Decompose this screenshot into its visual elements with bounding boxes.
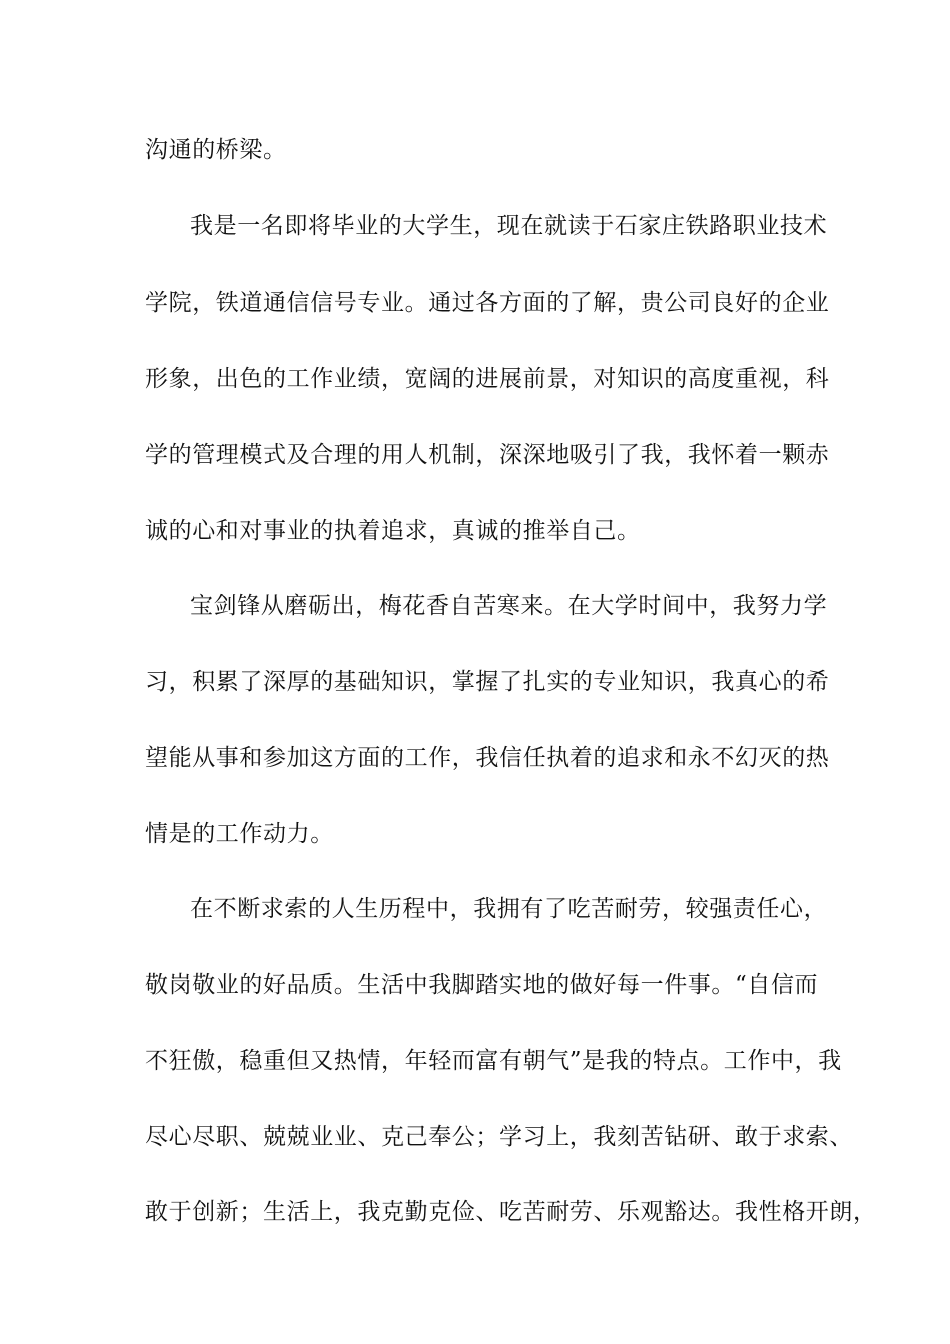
text-line: 尽心尽职、兢兢业业、克己奉公；学习上，我刻苦钻研、敢于求索、 xyxy=(145,1124,853,1150)
text-line: 习，积累了深厚的基础知识，掌握了扎实的专业知识，我真心的希 xyxy=(145,669,830,695)
text-line: 情是的工作动力。 xyxy=(145,821,334,847)
text-line: 不狂傲，稳重但又热情，年轻而富有朝气”是我的特点。工作中，我 xyxy=(145,1048,842,1074)
text-line: 形象，出色的工作业绩，宽阔的进展前景，对知识的高度重视，科 xyxy=(145,366,830,392)
paragraph-first-line: 我是一名即将毕业的大学生，现在就读于石家庄铁路职业技术 xyxy=(190,213,828,239)
text-line: 望能从事和参加这方面的工作，我信任执着的追求和永不幻灭的热 xyxy=(145,745,830,771)
text-line: 诚的心和对事业的执着追求，真诚的推举自己。 xyxy=(145,518,641,544)
paragraph-first-line: 宝剑锋从磨砺出，梅花香自苦寒来。在大学时间中，我努力学 xyxy=(190,593,828,619)
text-line: 敢于创新；生活上，我克勤克俭、吃苦耐劳、乐观豁达。我性格开朗， xyxy=(145,1199,877,1225)
text-line: 沟通的桥梁。 xyxy=(145,137,287,163)
paragraph-first-line: 在不断求索的人生历程中，我拥有了吃苦耐劳，较强责任心， xyxy=(190,896,828,922)
text-line: 学的管理模式及合理的用人机制，深深地吸引了我，我怀着一颗赤 xyxy=(145,442,830,468)
text-line: 敬岗敬业的好品质。生活中我脚踏实地的做好每一件事。“自信而 xyxy=(145,972,819,998)
text-line: 学院，铁道通信信号专业。通过各方面的了解，贵公司良好的企业 xyxy=(145,290,830,316)
